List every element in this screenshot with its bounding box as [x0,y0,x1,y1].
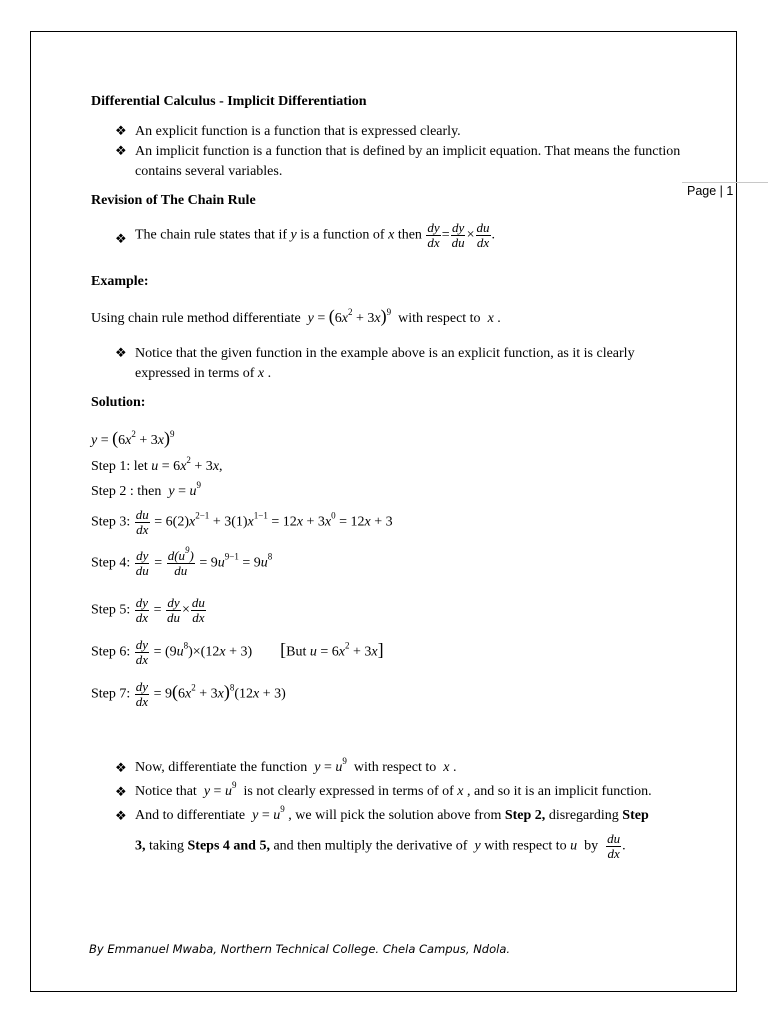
diamond-bullet-icon: ❖ [115,123,127,138]
solution-heading: Solution: [91,395,146,410]
list-item: An implicit function is a function that is defined by an implicit equation. That means the function contains several variables. [135,144,681,179]
diamond-bullet-icon: ❖ [115,760,127,775]
example-statement: Using chain rule method differentiate $y = (6x^2 + 3x)^9$ with respect to x . [91,306,501,326]
step-5: Step 5: $\frac{dy}{dx}$ = $\frac{dy}{du}$ × $\frac{du}{dx}$ [91,595,205,625]
list-item: Now, differentiate the function $y = u^9$ with respect to x . [135,756,457,775]
example-note: Notice that the given function in the example above is an explicit function, as it is clearly expressed in terms of x . [135,346,635,381]
diamond-bullet-icon: ❖ [115,345,127,360]
chain-rule-statement: The chain rule states that if y is a function of x then $\frac{dy}{dx}$ = $\frac{dy}{du}$ × $\frac{du}{dx}$ . [135,220,496,250]
step-3: Step 3: $\frac{du}{dx}$ = $6(2)x^{2-1} + 3(1)x^{1-1} = 12x + 3x^0 = 12x + 3$ [91,507,393,537]
solution-line: $y = (6x^2 + 3x)^9$ [91,428,175,448]
diamond-bullet-icon: ❖ [115,143,127,158]
example-heading: Example: [91,274,149,289]
diamond-bullet-icon: ❖ [115,808,127,823]
step-1: Step 1: let $u = 6x^2 + 3x$, [91,455,223,474]
step-2: Step 2 : then $y = u^9$ [91,480,202,499]
document-heading: Differential Calculus - Implicit Differentiation [91,94,367,109]
chain-rule-heading: Revision of The Chain Rule [91,193,256,208]
header-rule [682,182,768,183]
step-6: Step 6: $\frac{dy}{dx}$ = $(9u^8)\times(12x + 3)$ [But $u = 6x^2 + 3x$] [91,637,384,667]
list-item: Notice that $y = u^9$ is not clearly expressed in terms of of x , and so it is an implicit function. [135,780,652,799]
diamond-bullet-icon: ❖ [115,784,127,799]
list-item-continuation: 3, taking Steps 4 and 5, and then multiply the derivative of y with respect to u by $\frac{du}{dx}$ . [135,831,626,861]
step-7: Step 7: $\frac{dy}{dx}$ = $9(6x^2 + 3x)^8(12x + 3)$ [91,679,286,709]
page-footer: By Emmanuel Mwaba, Northern Technical College. Chela Campus, Ndola. [89,942,511,956]
page-number: Page | 1 [687,184,734,198]
step-4: Step 4: $\frac{dy}{du}$ = $\frac{d(u^9)}{du}$ = $9u^{9-1} = 9u^8$ [91,545,273,578]
diamond-bullet-icon: ❖ [115,231,127,246]
list-item: An explicit function is a function that is expressed clearly. [135,124,461,139]
list-item: And to differentiate $y = u^9$ , we will pick the solution above from Step 2, disregarding Step [135,804,649,823]
